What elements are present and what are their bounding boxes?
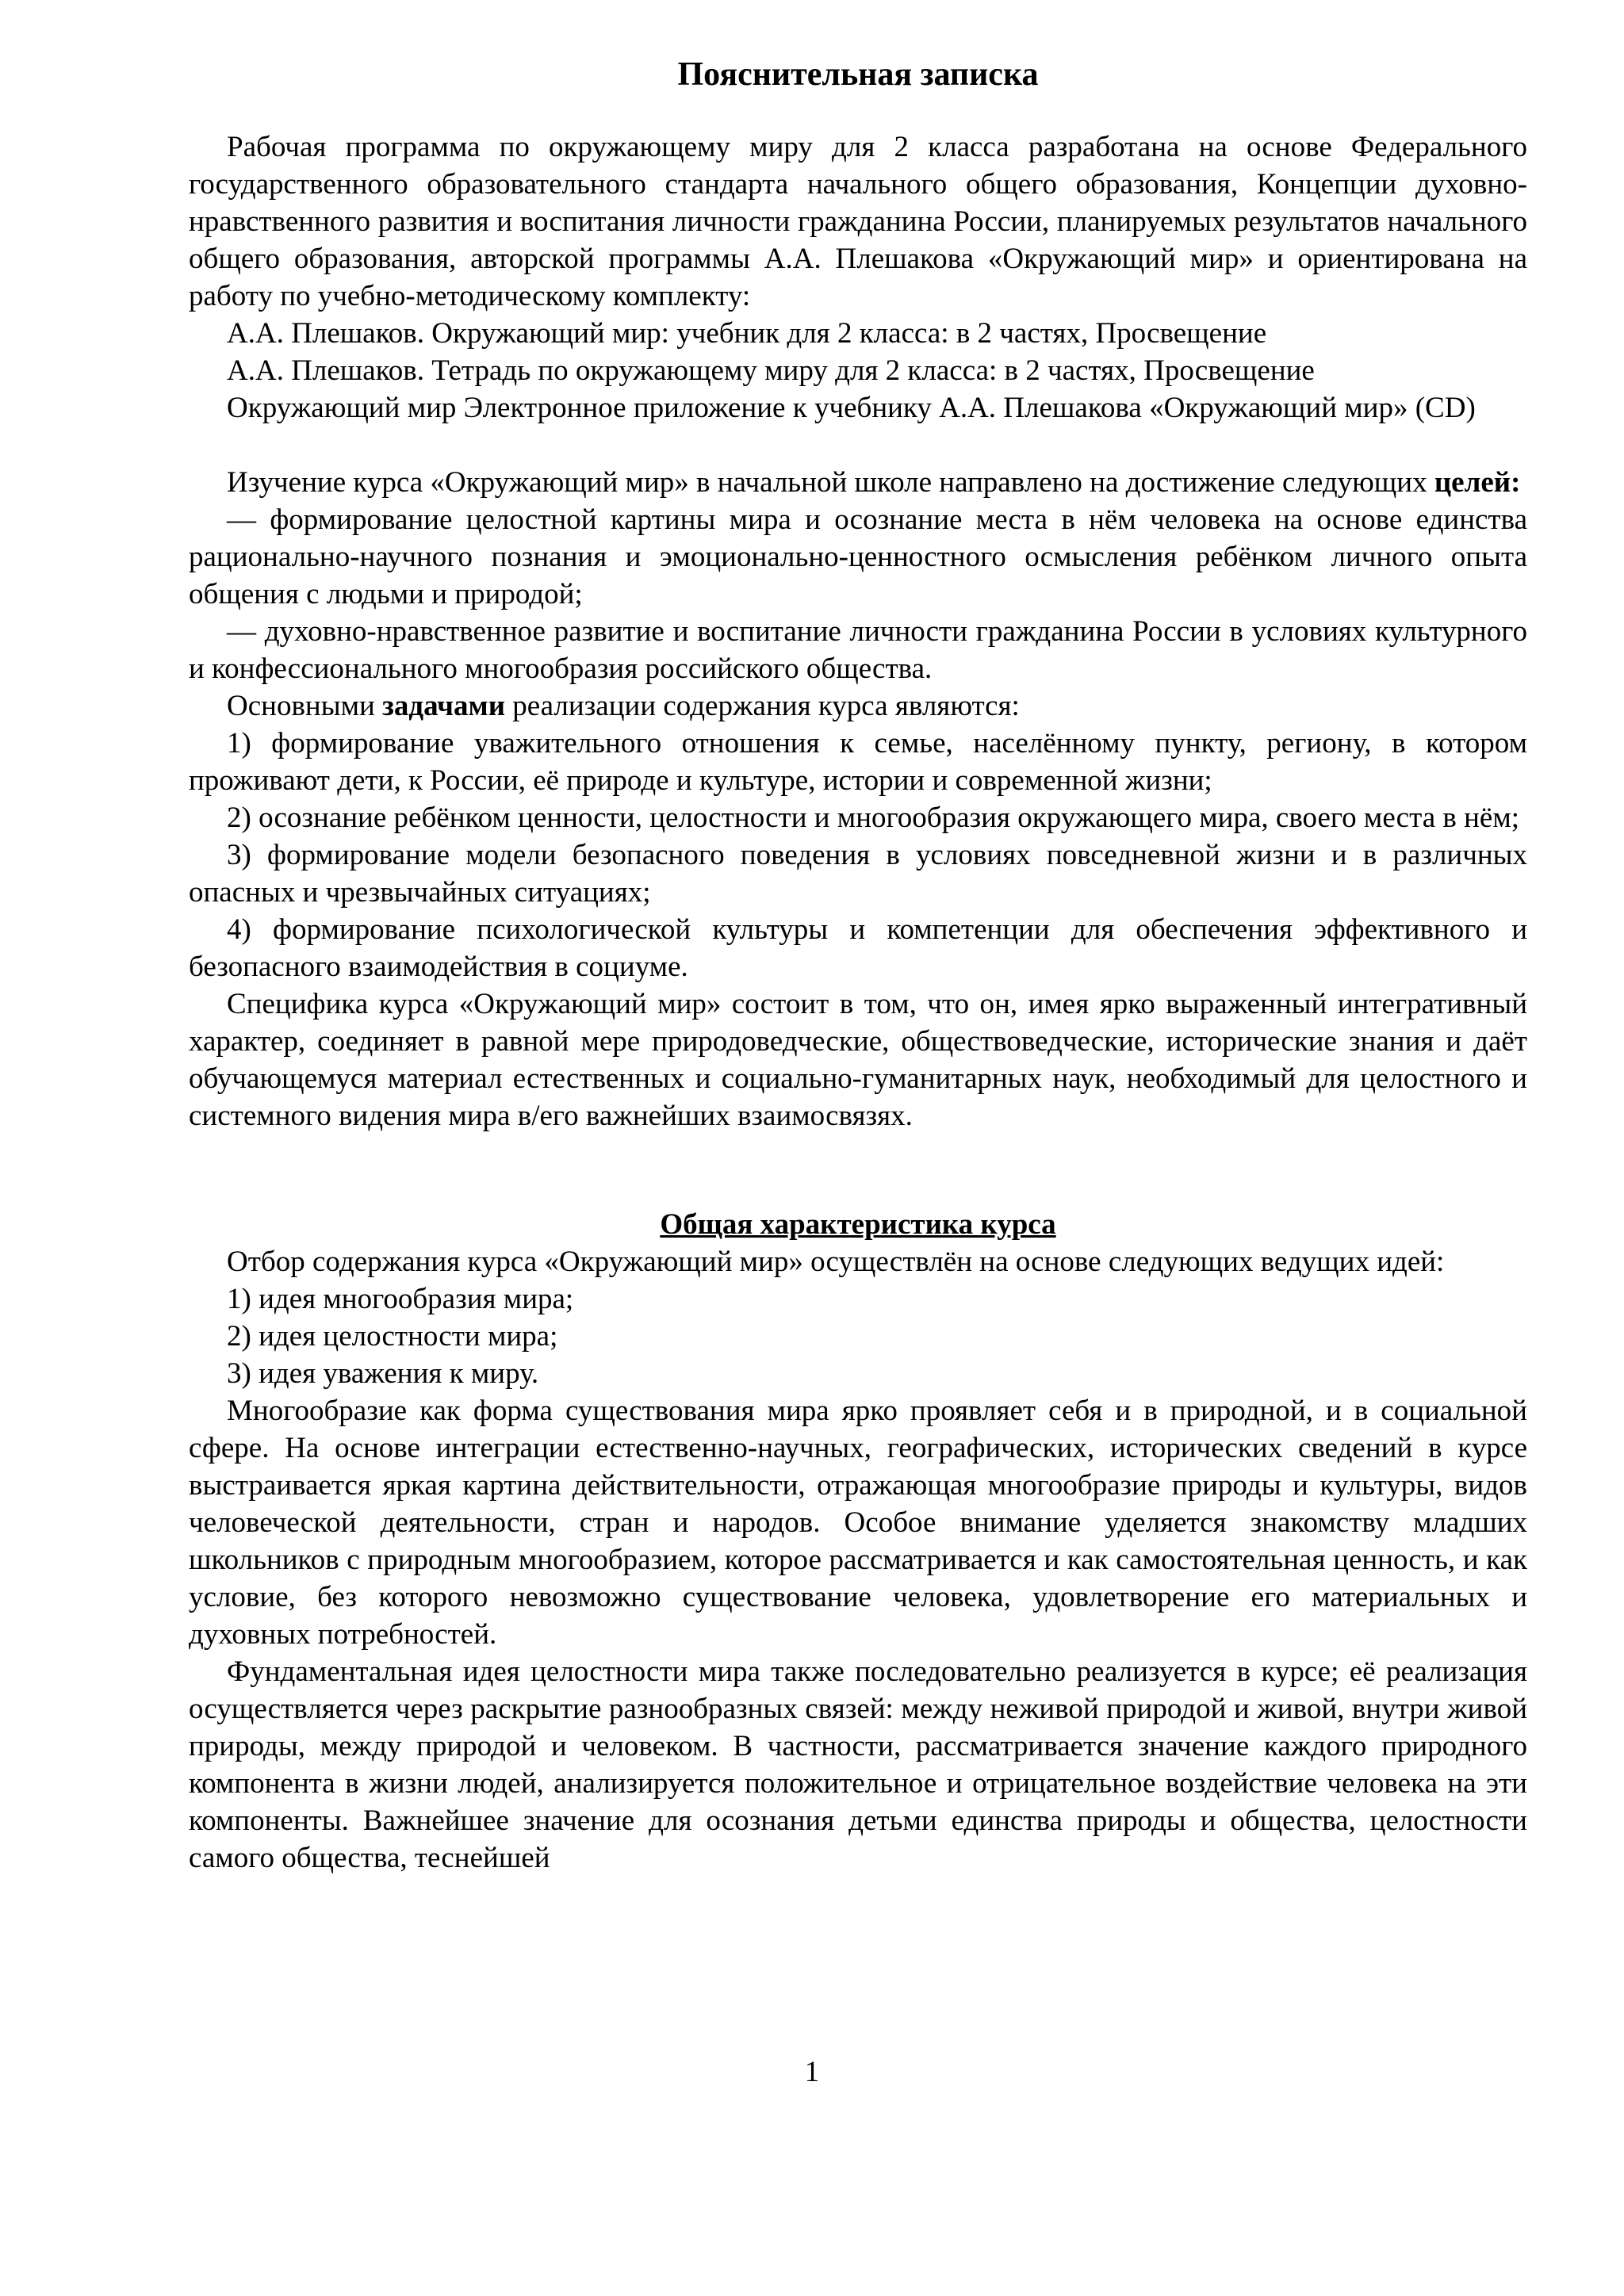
goals-lead-bold: целей: [1434,466,1521,499]
umk-item-2: А.А. Плешаков. Тетрадь по окружающему миру для 2 класса: в 2 частях, Просвещение [227,354,1315,387]
idea-item-3: 3) идея уважения к миру. [227,1357,539,1390]
tasks-lead-after: реализации содержания курса являются: [505,690,1020,722]
blank-line [189,427,1527,464]
task-item-3: 3) формирование модели безопасного поведения в условиях повседневной жизни и в различных опасных и чрезвычайных ситуациях; [189,839,1527,909]
page-content [189,52,1527,1877]
umk-item-1: А.А. Плешаков. Окружающий мир: учебник для 2 класса: в 2 частях, Просвещение [227,317,1267,350]
task-item-1: 1) формирование уважительного отношения к семье, населённому пункту, региону, в котором проживают дети, к России, её природе и культуре, истории и современной жизни; [189,727,1527,797]
diversity-paragraph: Многообразие как форма существования мира ярко проявляет себя и в природной, и в социальной сфере. На основе интеграции естественно-научных, географических, исторических сведений в курсе выстраивается яркая картина действительности, отражающая многообразие природы и культуры, видов человеческой деятельности, стран и народов. Особое внимание уделяется знакомству младших школьников с природным многообразием, которое рассматривается и как самостоятельная ценность, и как условие, без которого невозможно существование человека, удовлетворение его материальных и духовных потребностей. [189,1395,1527,1651]
tasks-lead-before: Основными [227,690,383,722]
integrity-paragraph: Фундаментальная идея целостности мира также последовательно реализуется в курсе; её реализация осуществляется через раскрытие разнообразных связей: между неживой природой и живой, внутри живой природы, между природой и человеком. В частности, рассматривается значение каждого природного компонента в жизни людей, анализируется положительное и отрицательное воздействие человека на эти компоненты. Важнейшее значение для осознания детьми единства природы и общества, целостности самого общества, теснейшей [189,1655,1527,1874]
tasks-lead [189,687,1527,725]
task-item-4: 4) формирование психологической культуры и компетенции для обеспечения эффективного и безопасного взаимодействия в социуме. [189,913,1527,983]
specifics-paragraph: Специфика курса «Окружающий мир» состоит в том, что он, имея ярко выраженный интегративный характер, соединяет в равной мере природоведческие, обществоведческие, исторические знания и даёт обучающемуся материал естественных и социально-гуманитарных наук, необходимый для целостного и системного видения мира в/его важнейших взаимосвязях. [189,988,1527,1132]
goals-lead [189,464,1527,501]
goal-item-1: — формирование целостной картины мира и осознание места в нём человека на основе единства рационально-научного познания и эмоционально-ценностного осмысления ребёнком личного опыта общения с людьми и природой; [189,503,1527,610]
goals-lead-text: Изучение курса «Окружающий мир» в начальной школе направлено на достижение следующих [227,466,1434,499]
goal-item-2: — духовно-нравственное развитие и воспитание личности гражданина России в условиях культурного и конфессионального многообразия российского общества. [189,615,1527,685]
section-title: Общая характеристика курса [660,1208,1056,1241]
intro-paragraph: Рабочая программа по окружающему миру для 2 класса разработана на основе Федерального государственного образовательного стандарта начального общего образования, Концепции духовно-нравственного развития и воспитания личности гражданина России, планируемых результатов начального общего образования, авторской программы А.А. Плешакова «Окружающий мир» и ориентирована на работу по учебно-методическому комплекту: [189,131,1527,312]
section-gap [189,1135,1527,1206]
ideas-lead: Отбор содержания курса «Окружающий мир» осуществлён на основе следующих ведущих идей: [227,1246,1445,1278]
idea-item-2: 2) идея целостности мира; [227,1320,558,1353]
tasks-lead-bold: задачами [382,690,506,722]
umk-item-3: Окружающий мир Электронное приложение к учебнику А.А. Плешакова «Окружающий мир» (CD) [227,392,1476,424]
document-title: Пояснительная записка [677,56,1039,93]
task-item-2: 2) осознание ребёнком ценности, целостности и многообразия окружающего мира, своего места в нём; [227,802,1520,834]
page-number: 1 [804,2056,820,2088]
idea-item-1: 1) идея многообразия мира; [227,1283,574,1315]
